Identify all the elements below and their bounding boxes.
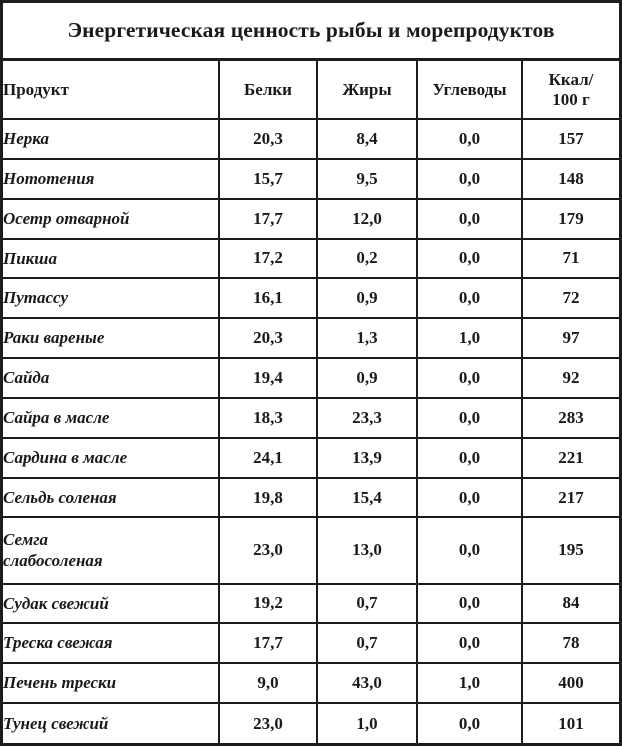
table-row <box>3 318 619 358</box>
nutrition-table <box>3 61 619 743</box>
cell-carbs: 0,0 <box>417 159 522 199</box>
table-row <box>3 278 619 318</box>
cell-product: Нототения <box>3 159 219 199</box>
table-row <box>3 239 619 279</box>
cell-kcal: 148 <box>522 159 619 199</box>
cell-carbs: 1,0 <box>417 663 522 703</box>
cell-fat: 0,2 <box>317 239 417 279</box>
cell-kcal: 157 <box>522 119 619 159</box>
cell-fat: 12,0 <box>317 199 417 239</box>
cell-fat: 0,9 <box>317 278 417 318</box>
column-header-kcal-line1: Ккал/ <box>548 70 594 90</box>
cell-kcal: 195 <box>522 517 619 583</box>
cell-kcal: 84 <box>522 584 619 624</box>
cell-protein: 23,0 <box>219 703 317 743</box>
cell-protein: 20,3 <box>219 119 317 159</box>
cell-protein: 19,8 <box>219 478 317 518</box>
cell-product: Сайда <box>3 358 219 398</box>
cell-fat: 15,4 <box>317 478 417 518</box>
table-row <box>3 703 619 743</box>
cell-kcal: 283 <box>522 398 619 438</box>
cell-carbs: 0,0 <box>417 119 522 159</box>
table-row <box>3 584 619 624</box>
cell-product: Путассу <box>3 278 219 318</box>
cell-carbs: 1,0 <box>417 318 522 358</box>
cell-product: Осетр отварной <box>3 199 219 239</box>
table-row <box>3 199 619 239</box>
column-header-carbs: Углеводы <box>417 61 522 119</box>
cell-product-line1: Семга <box>3 529 48 549</box>
cell-carbs: 0,0 <box>417 199 522 239</box>
cell-fat: 0,7 <box>317 623 417 663</box>
cell-kcal: 179 <box>522 199 619 239</box>
cell-carbs: 0,0 <box>417 703 522 743</box>
cell-protein: 9,0 <box>219 663 317 703</box>
cell-protein: 19,4 <box>219 358 317 398</box>
cell-product: Печень трески <box>3 663 219 703</box>
cell-protein: 15,7 <box>219 159 317 199</box>
cell-fat: 0,7 <box>317 584 417 624</box>
cell-product: Сайра в масле <box>3 398 219 438</box>
cell-carbs: 0,0 <box>417 438 522 478</box>
cell-fat: 23,3 <box>317 398 417 438</box>
cell-fat: 43,0 <box>317 663 417 703</box>
cell-protein: 23,0 <box>219 517 317 583</box>
cell-product: Нерка <box>3 119 219 159</box>
cell-kcal: 221 <box>522 438 619 478</box>
cell-product: Пикша <box>3 239 219 279</box>
table-row <box>3 119 619 159</box>
cell-protein: 20,3 <box>219 318 317 358</box>
cell-fat: 13,0 <box>317 517 417 583</box>
cell-protein: 17,2 <box>219 239 317 279</box>
cell-kcal: 101 <box>558 713 584 733</box>
table-row <box>3 623 619 663</box>
column-header-product: Продукт <box>3 61 219 119</box>
cell-product: Сельдь соленая <box>3 478 219 518</box>
cell-protein: 16,1 <box>219 278 317 318</box>
table-row <box>3 663 619 703</box>
cell-protein: 19,2 <box>219 584 317 624</box>
page-title: Энергетическая ценность рыбы и морепродуктов <box>67 18 555 42</box>
cell-fat: 1,3 <box>317 318 417 358</box>
column-header-fat: Жиры <box>317 61 417 119</box>
cell-kcal: 217 <box>522 478 619 518</box>
table-title-row <box>3 3 619 61</box>
table-row <box>3 358 619 398</box>
cell-kcal: 78 <box>522 623 619 663</box>
cell-kcal: 72 <box>522 278 619 318</box>
cell-fat: 13,9 <box>317 438 417 478</box>
cell-product: Раки вареные <box>3 318 219 358</box>
cell-fat: 8,4 <box>317 119 417 159</box>
cell-kcal: 400 <box>522 663 619 703</box>
column-header-kcal-line2: 100 г <box>552 89 590 109</box>
cell-carbs: 0,0 <box>417 623 522 663</box>
table-row <box>3 517 619 583</box>
cell-carbs: 0,0 <box>417 398 522 438</box>
cell-carbs: 0,0 <box>417 584 522 624</box>
cell-product: Сардина в масле <box>3 438 219 478</box>
cell-product <box>3 517 219 583</box>
cell-fat: 1,0 <box>317 703 417 743</box>
cell-carbs: 0,0 <box>417 517 522 583</box>
column-header-kcal <box>522 61 619 119</box>
cell-product: Треска свежая <box>3 623 219 663</box>
cell-carbs: 0,0 <box>417 478 522 518</box>
cell-kcal: 97 <box>522 318 619 358</box>
cell-protein: 17,7 <box>219 199 317 239</box>
cell-carbs: 0,0 <box>417 278 522 318</box>
column-header-protein: Белки <box>219 61 317 119</box>
cell-fat: 9,5 <box>317 159 417 199</box>
table-row <box>3 478 619 518</box>
table-row <box>3 438 619 478</box>
cell-protein: 17,7 <box>219 623 317 663</box>
table-header-row <box>3 61 619 119</box>
cell-protein: 18,3 <box>219 398 317 438</box>
table-header <box>3 61 619 119</box>
table-row <box>3 159 619 199</box>
cell-product: Тунец свежий <box>3 703 219 743</box>
cell-product: Судак свежий <box>3 584 219 624</box>
cell-kcal: 71 <box>522 239 619 279</box>
cell-kcal: 92 <box>522 358 619 398</box>
table-row <box>3 398 619 438</box>
cell-protein: 24,1 <box>219 438 317 478</box>
table-body <box>3 119 619 743</box>
cell-carbs: 0,0 <box>417 239 522 279</box>
cell-fat: 0,9 <box>317 358 417 398</box>
cell-product-line2: слабосоленая <box>3 551 103 571</box>
cell-carbs: 0,0 <box>417 358 522 398</box>
